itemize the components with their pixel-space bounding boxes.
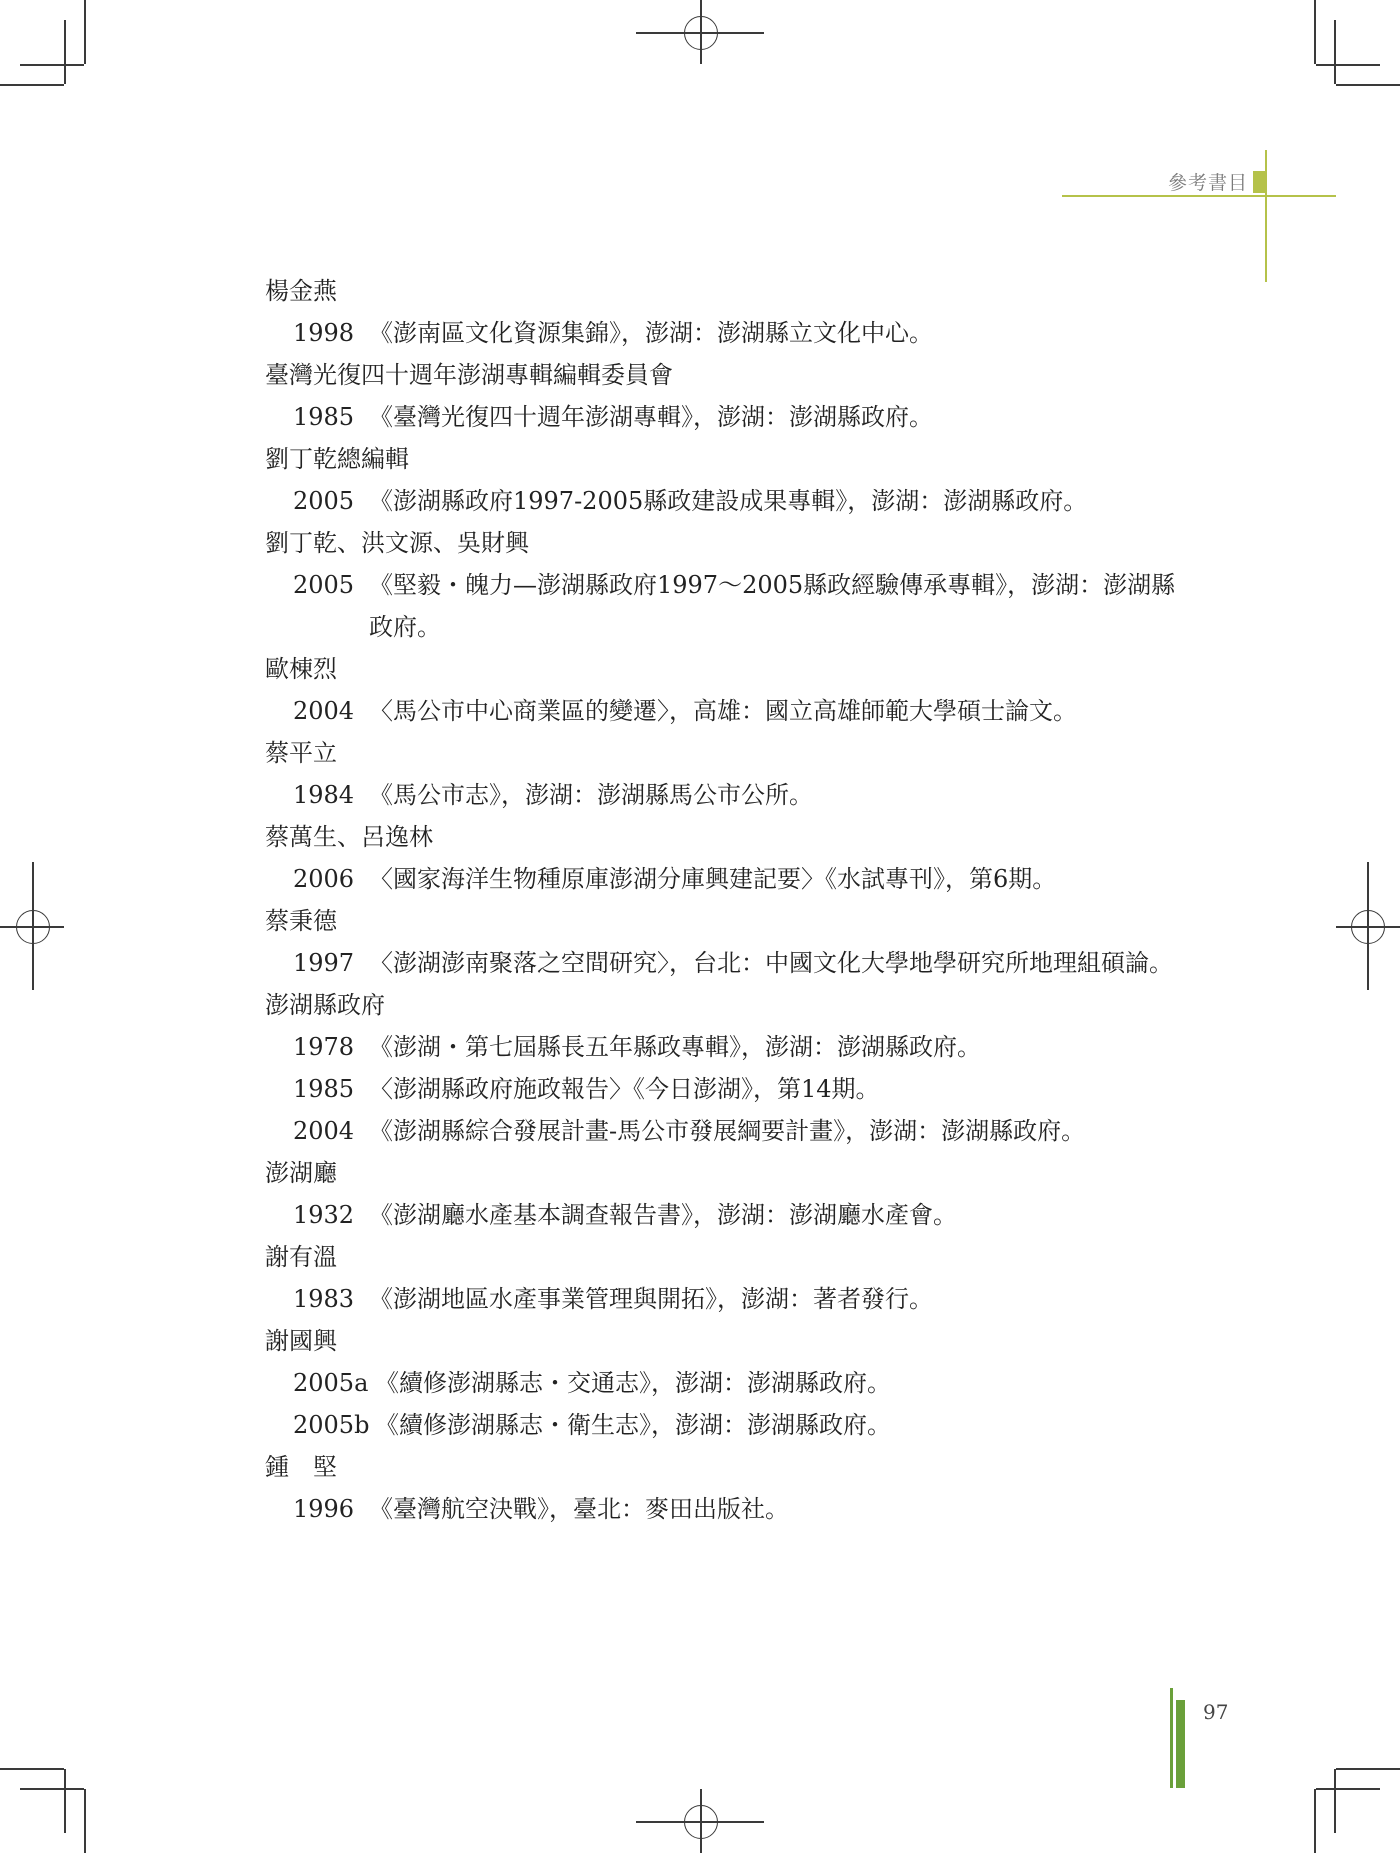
running-header-title: 參考書目 bbox=[1167, 172, 1248, 194]
bib-citation: 《臺灣光復四十週年澎湖專輯》，澎湖：澎湖縣政府。 bbox=[369, 403, 933, 431]
bib-year: 2005b bbox=[293, 1411, 370, 1439]
bib-year: 1978 bbox=[293, 1033, 355, 1061]
bib-entry bbox=[265, 312, 1195, 354]
bib-entry bbox=[265, 1068, 1195, 1110]
crop-mark bbox=[0, 1768, 64, 1770]
bib-citation: 《堅毅・魄力—澎湖縣政府1997～2005縣政經驗傳承專輯》，澎湖：澎湖縣政府。 bbox=[369, 571, 1176, 641]
crop-mark bbox=[1334, 1769, 1336, 1833]
bib-author: 歐棟烈 bbox=[265, 655, 337, 683]
bib-citation: 《馬公市志》，澎湖：澎湖縣馬公市公所。 bbox=[369, 781, 813, 809]
page-number-bar bbox=[1170, 1688, 1173, 1788]
bib-author: 臺灣光復四十週年澎湖專輯編輯委員會 bbox=[265, 361, 673, 389]
bib-citation: 《續修澎湖縣志・衛生志》，澎湖：澎湖縣政府。 bbox=[375, 1411, 891, 1439]
crop-mark bbox=[1336, 1768, 1400, 1770]
bib-entry bbox=[265, 1404, 1195, 1446]
bib-year: 1983 bbox=[293, 1285, 355, 1313]
bib-entry bbox=[265, 858, 1195, 900]
bib-citation: 〈澎湖澎南聚落之空間研究〉，台北：中國文化大學地學研究所地理組碩論。 bbox=[369, 949, 1173, 977]
bib-year: 1996 bbox=[293, 1495, 355, 1523]
crop-mark bbox=[84, 1789, 86, 1853]
bib-entry bbox=[265, 942, 1195, 984]
bib-author: 劉丁乾、洪文源、吳財興 bbox=[265, 529, 529, 557]
bib-citation: 〈馬公市中心商業區的變遷〉，高雄：國立高雄師範大學碩士論文。 bbox=[369, 697, 1077, 725]
registration-circle bbox=[1351, 910, 1385, 944]
page-number: 97 bbox=[1203, 1700, 1229, 1724]
bib-year: 1984 bbox=[293, 781, 355, 809]
crop-mark bbox=[1316, 1788, 1380, 1790]
bib-year: 1932 bbox=[293, 1201, 355, 1229]
bib-author: 謝有溫 bbox=[265, 1243, 337, 1271]
registration-circle bbox=[684, 1805, 718, 1839]
bib-citation: 《澎湖地區水產事業管理與開拓》，澎湖：著者發行。 bbox=[369, 1285, 933, 1313]
bib-citation: 《澎南區文化資源集錦》，澎湖：澎湖縣立文化中心。 bbox=[369, 319, 933, 347]
bib-citation: 〈國家海洋生物種原庫澎湖分庫興建記要〉《水試專刊》，第6期。 bbox=[369, 865, 1057, 893]
bib-year: 1997 bbox=[293, 949, 355, 977]
bib-year: 2004 bbox=[293, 697, 355, 725]
bib-citation: 《續修澎湖縣志・交通志》，澎湖：澎湖縣政府。 bbox=[375, 1369, 891, 1397]
bib-year: 1998 bbox=[293, 319, 355, 347]
bib-entry bbox=[265, 396, 1195, 438]
bib-citation: 《澎湖廳水產基本調查報告書》，澎湖：澎湖廳水產會。 bbox=[369, 1201, 957, 1229]
crop-mark bbox=[1316, 64, 1380, 66]
bibliography-list bbox=[265, 270, 1195, 1530]
header-rule bbox=[1062, 195, 1336, 197]
bib-year: 2005 bbox=[293, 571, 355, 599]
crop-mark bbox=[64, 20, 66, 84]
bib-citation: 《澎湖縣政府1997-2005縣政建設成果專輯》，澎湖：澎湖縣政府。 bbox=[369, 487, 1088, 515]
bib-author: 楊金燕 bbox=[265, 277, 337, 305]
bib-year: 2005a bbox=[293, 1369, 369, 1397]
bib-entry bbox=[265, 1362, 1195, 1404]
bib-year: 2006 bbox=[293, 865, 355, 893]
bib-citation: 《澎湖・第七屆縣長五年縣政專輯》，澎湖：澎湖縣政府。 bbox=[369, 1033, 981, 1061]
bib-entry bbox=[265, 564, 1195, 648]
bib-citation: 〈澎湖縣政府施政報告〉《今日澎湖》，第14期。 bbox=[369, 1075, 880, 1103]
bib-author: 蔡秉德 bbox=[265, 907, 337, 935]
bib-year: 1985 bbox=[293, 403, 355, 431]
crop-mark bbox=[1334, 20, 1336, 84]
crop-mark bbox=[1314, 0, 1316, 64]
bib-citation: 《臺灣航空決戰》，臺北：麥田出版社。 bbox=[369, 1495, 789, 1523]
bib-entry bbox=[265, 1194, 1195, 1236]
bib-author: 澎湖縣政府 bbox=[265, 991, 385, 1019]
bib-entry bbox=[265, 480, 1195, 522]
page-number-bar-thick bbox=[1176, 1700, 1185, 1788]
registration-circle bbox=[684, 16, 718, 50]
bib-author: 謝國興 bbox=[265, 1327, 337, 1355]
bib-entry bbox=[265, 1026, 1195, 1068]
crop-mark bbox=[20, 1788, 84, 1790]
bib-entry bbox=[265, 1110, 1195, 1152]
crop-mark bbox=[1314, 1789, 1316, 1853]
bib-entry bbox=[265, 774, 1195, 816]
bib-year: 2004 bbox=[293, 1117, 355, 1145]
crop-mark bbox=[84, 0, 86, 64]
crop-mark bbox=[1336, 84, 1400, 86]
bib-author: 鍾 堅 bbox=[265, 1453, 337, 1481]
bib-author: 劉丁乾總編輯 bbox=[265, 445, 409, 473]
bib-citation: 《澎湖縣綜合發展計畫-馬公市發展綱要計畫》，澎湖：澎湖縣政府。 bbox=[369, 1117, 1086, 1145]
registration-circle bbox=[16, 910, 50, 944]
crop-mark bbox=[64, 1769, 66, 1833]
bib-year: 2005 bbox=[293, 487, 355, 515]
bib-entry bbox=[265, 1488, 1195, 1530]
bib-author: 澎湖廳 bbox=[265, 1159, 337, 1187]
bib-author: 蔡平立 bbox=[265, 739, 337, 767]
header-vertical-rule bbox=[1265, 150, 1267, 282]
bib-author: 蔡萬生、呂逸林 bbox=[265, 823, 433, 851]
bib-entry bbox=[265, 1278, 1195, 1320]
bib-entry bbox=[265, 690, 1195, 732]
crop-mark bbox=[20, 64, 84, 66]
bib-year: 1985 bbox=[293, 1075, 355, 1103]
crop-mark bbox=[0, 84, 64, 86]
